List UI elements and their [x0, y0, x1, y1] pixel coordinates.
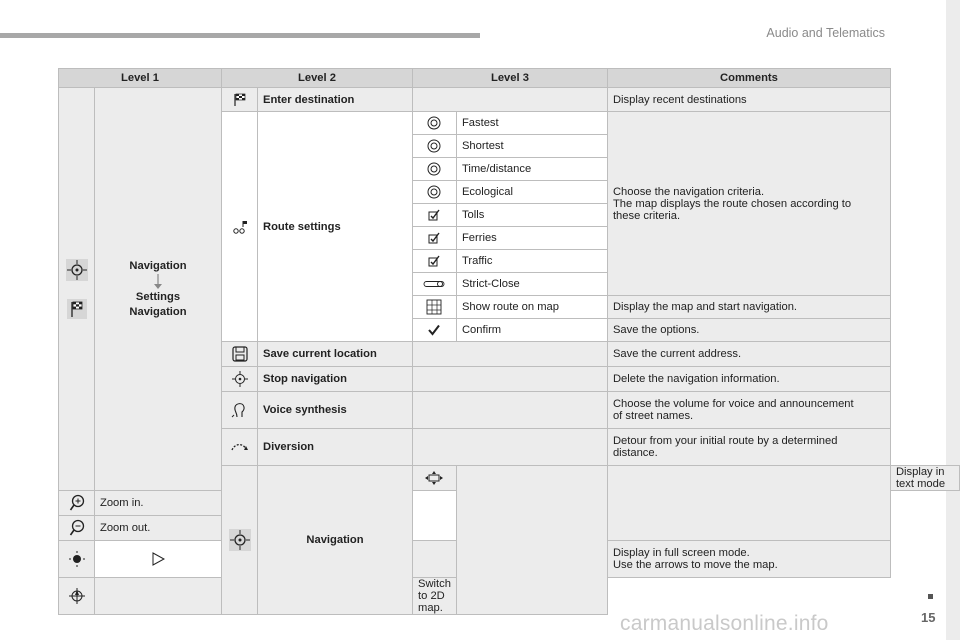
level3-option: Ecological	[456, 181, 607, 204]
level3-empty	[413, 367, 608, 392]
level3-empty	[456, 466, 607, 615]
level3-empty	[607, 466, 890, 541]
icon-cell	[222, 342, 258, 367]
checkmark-icon	[428, 324, 440, 336]
level2-label: Enter destination	[258, 88, 413, 112]
text-mode-arrows-icon	[425, 471, 443, 485]
level3-option: Fastest	[456, 112, 607, 135]
zoom-out-icon	[69, 519, 85, 537]
page-number: 15	[921, 610, 936, 625]
stop-navigation-crosshair-icon	[231, 370, 249, 388]
icon-cell	[413, 158, 457, 181]
comment-cell: Display recent destinations	[607, 88, 890, 112]
level3-option: Strict-Close	[456, 273, 607, 296]
level3-option: Confirm	[456, 319, 607, 342]
icon-cell	[95, 541, 222, 578]
comment-cell	[607, 541, 890, 578]
comment-cell: Zoom in.	[95, 491, 222, 516]
checkered-flag-icon	[233, 93, 247, 107]
route-map-icon	[426, 299, 442, 315]
level3-option: Tolls	[456, 204, 607, 227]
route-settings-icon	[232, 219, 248, 235]
table-row	[59, 88, 960, 112]
icon-cell	[413, 250, 457, 273]
slider-icon	[423, 279, 445, 289]
comment-line: distance.	[612, 447, 658, 459]
level2-navigation-cell	[95, 88, 222, 491]
level2-label: Diversion	[258, 429, 413, 466]
comment-cell	[607, 429, 890, 466]
level3-empty	[413, 88, 608, 112]
radio-option-icon	[427, 162, 441, 176]
level2-label: Stop navigation	[258, 367, 413, 392]
comment-line: of street names.	[612, 410, 694, 422]
column-header: Comments	[607, 69, 890, 88]
radio-option-icon	[427, 185, 441, 199]
comment-line: The map displays the route chosen according to these criteria.	[612, 197, 852, 222]
comment-line: Choose the navigation criteria.	[612, 185, 765, 198]
comment-line: Use the arrows to move the map.	[612, 559, 778, 571]
level3-empty	[413, 342, 608, 367]
comment-cell: Display in text mode	[890, 466, 959, 491]
navigation-crosshair-icon	[229, 529, 251, 551]
icon-cell	[413, 181, 457, 204]
comment-cell: Save the current address.	[607, 342, 890, 367]
column-header: Level 3	[413, 69, 608, 88]
icon-cell	[413, 227, 457, 250]
level3-empty	[413, 429, 608, 466]
comment-cell: Switch to 2D map.	[413, 578, 457, 615]
navigation-menu-table	[58, 68, 960, 615]
level1-icons-cell	[59, 88, 95, 491]
icon-cell	[59, 578, 95, 615]
level3-option: Time/distance	[456, 158, 607, 181]
icon-cell	[222, 429, 258, 466]
icon-cell	[413, 319, 457, 342]
icon-cell	[413, 204, 457, 227]
zoom-in-icon	[69, 494, 85, 512]
play-triangle-icon	[151, 552, 165, 566]
checkbox-icon	[428, 232, 440, 244]
checkbox-icon	[428, 255, 440, 267]
column-header: Level 1	[59, 69, 222, 88]
level3-option: Traffic	[456, 250, 607, 273]
voice-head-icon	[231, 401, 249, 419]
top-accent-bar	[0, 33, 480, 38]
checkbox-icon	[428, 209, 440, 221]
comment-cell: Save the options.	[607, 319, 890, 342]
icon-cell	[222, 392, 258, 429]
icon-cell	[413, 112, 457, 135]
level2-title: Navigation	[129, 259, 187, 272]
level3-empty	[413, 392, 608, 429]
arrow-down-icon	[152, 274, 164, 290]
radio-option-icon	[427, 116, 441, 130]
icon-cell	[59, 491, 95, 516]
icon-cell	[413, 466, 457, 491]
icon-cell	[59, 541, 95, 578]
icon-cell	[222, 367, 258, 392]
comment-line: Display in full screen mode.	[612, 547, 750, 559]
save-disk-icon	[232, 346, 248, 362]
section-title: Audio and Telematics	[766, 26, 885, 40]
icon-cell	[222, 112, 258, 342]
table-header-row	[59, 69, 960, 88]
level3-empty	[413, 541, 457, 578]
radio-option-icon	[427, 139, 441, 153]
level2-label: Save current location	[258, 342, 413, 367]
column-header: Level 2	[222, 69, 413, 88]
comment-cell: Zoom out.	[95, 516, 222, 541]
map-2d-icon	[68, 587, 86, 605]
icon-cell	[413, 296, 457, 319]
navigation-crosshair-icon	[66, 259, 88, 281]
comment-cell: Display the map and start navigation.	[607, 296, 890, 319]
diversion-icon	[231, 441, 249, 453]
comment-line: Detour from your initial route by a determined	[612, 435, 838, 447]
level3-empty	[95, 578, 258, 615]
level3-option: Shortest	[456, 135, 607, 158]
comment-cell	[607, 392, 890, 429]
icon-cell	[413, 135, 457, 158]
comment-cell: Delete the navigation information.	[607, 367, 890, 392]
level3-option: Ferries	[456, 227, 607, 250]
level2-label: Voice synthesis	[258, 392, 413, 429]
level2-subtitle: Navigation	[129, 305, 187, 318]
comment-cell	[607, 112, 890, 296]
page-marker	[928, 594, 933, 599]
icon-cell	[222, 88, 258, 112]
checkered-flag-icon	[67, 299, 87, 319]
icon-cell	[59, 516, 95, 541]
comment-line: Choose the volume for voice and announcement	[612, 398, 854, 410]
level2-label: Route settings	[258, 112, 413, 342]
watermark: carmanualsonline.info	[620, 612, 829, 635]
level3-option: Show route on map	[456, 296, 607, 319]
icon-cell	[413, 273, 457, 296]
hand-move-icon	[68, 550, 86, 568]
level2-title: Navigation	[258, 466, 413, 615]
level2-subtitle: Settings	[135, 290, 181, 303]
